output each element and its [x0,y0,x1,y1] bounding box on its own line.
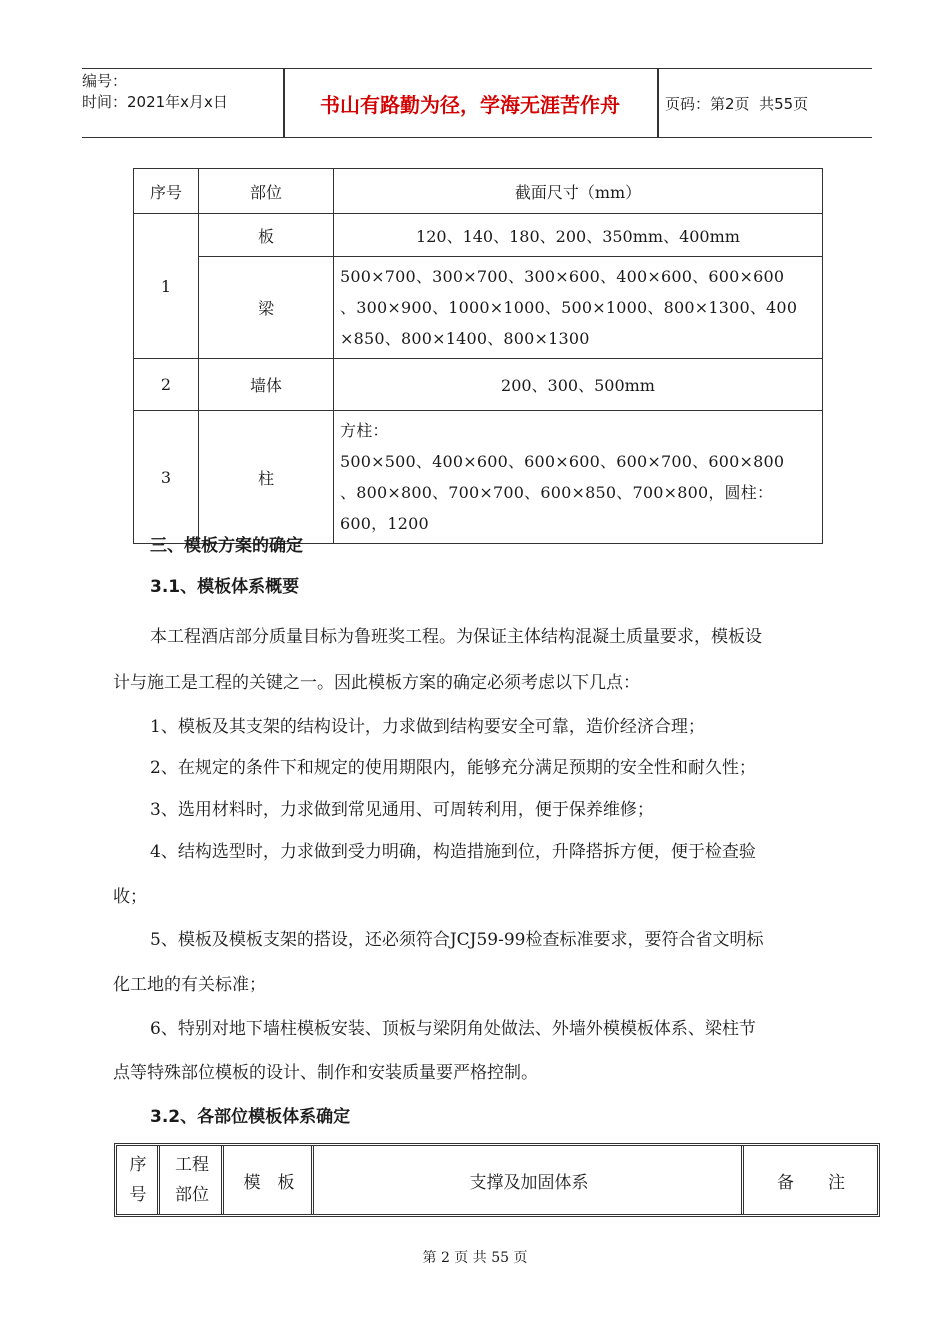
header-cell-no: 序号 [134,169,199,214]
size-line: ×850、800×1400、800×1300 [340,329,590,348]
header-cell-size: 截面尺寸（mm） [334,169,823,214]
paragraph-line: 本工程酒店部分质量目标为鲁班奖工程。为保证主体结构混凝土质量要求，模板设 [150,627,762,647]
row-size-column [334,411,823,544]
section-size-table [133,168,823,544]
paragraph-line: 收； [113,887,147,907]
row-number: 1 [134,214,199,359]
column-divider [157,1146,160,1214]
header-cell-part: 部位 [199,169,334,214]
row-number: 3 [134,411,199,544]
row-size-slab: 120、140、180、200、350mm、400mm [334,214,823,257]
size-line: 、800×800、700×700、600×850、700×800，圆柱： [340,483,774,502]
row-part-wall: 墙体 [199,359,334,411]
doc-number-label: 编号： [82,72,128,90]
row-part-slab: 板 [199,214,334,257]
row-part-beam: 梁 [199,257,334,359]
section-heading: 三、模板方案的确定 [150,536,303,556]
header-divider [657,69,659,137]
page-footer: 第 2 页 共 55 页 [422,1250,528,1266]
table-row [134,214,823,257]
table-header-row [134,169,823,214]
paragraph-line: 计与施工是工程的关键之一。因此模板方案的确定必须考虑以下几点： [113,673,640,693]
paragraph-line: 5、模板及模板支架的搭设，还必须符合JCJ59-99检查标准要求，要符合省文明标 [150,930,764,950]
header-cell-support: 支撑及加固体系 [469,1172,589,1193]
paragraph-line: 1、模板及其支架的结构设计，力求做到结构要安全可靠，造价经济合理； [150,717,705,737]
table-row [134,359,823,411]
table-row [134,257,823,359]
row-size-wall: 200、300、500mm [334,359,823,411]
size-line: 500×700、300×700、300×600、400×600、600×600 [340,267,785,286]
paragraph-line: 化工地的有关标准； [113,975,266,995]
column-divider [741,1146,744,1214]
paragraph-line: 3、选用材料时，力求做到常见通用、可周转利用，便于保养维修； [150,800,654,820]
subsection-heading: 3.1、模板体系概要 [150,577,300,597]
row-part-column: 柱 [199,411,334,544]
column-divider [311,1146,314,1214]
paragraph-line: 6、特别对地下墙柱模板安装、顶板与梁阴角处做法、外墙外模模板体系、梁柱节 [150,1019,756,1039]
paragraph-line: 点等特殊部位模板的设计、制作和安装质量要严格控制。 [113,1063,538,1083]
header-page-number: 页码：第2页 共55页 [665,94,809,113]
paragraph-line: 4、结构选型时，力求做到受力明确，构造措施到位，升降搭拆方便，便于检查验 [150,842,756,862]
formwork-system-table [114,1143,880,1217]
row-number: 2 [134,359,199,411]
size-line: 500×500、400×600、600×600、600×700、600×800 [340,452,785,471]
size-line: 600，1200 [340,514,429,533]
header-cell-part: 工程 部位 [175,1155,209,1205]
table-row [134,411,823,544]
paragraph-line: 2、在规定的条件下和规定的使用期限内，能够充分满足预期的安全性和耐久性； [150,758,756,778]
header-motto: 书山有路勤为径，学海无涯苦作舟 [320,92,620,117]
size-line: 、300×900、1000×1000、500×1000、800×1300、400 [340,298,798,317]
row-size-beam [334,257,823,359]
header-cell-no: 序 号 [129,1155,147,1205]
header-cell-remarks: 备 注 [777,1172,845,1193]
header-cell-formwork: 模 板 [243,1172,295,1193]
doc-time-label: 时间：2021年x月x日 [82,93,228,111]
size-line: 方柱： [340,421,389,440]
page-header [82,68,872,138]
header-meta [82,69,282,139]
column-divider [221,1146,224,1214]
subsection-heading: 3.2、各部位模板体系确定 [150,1107,351,1127]
